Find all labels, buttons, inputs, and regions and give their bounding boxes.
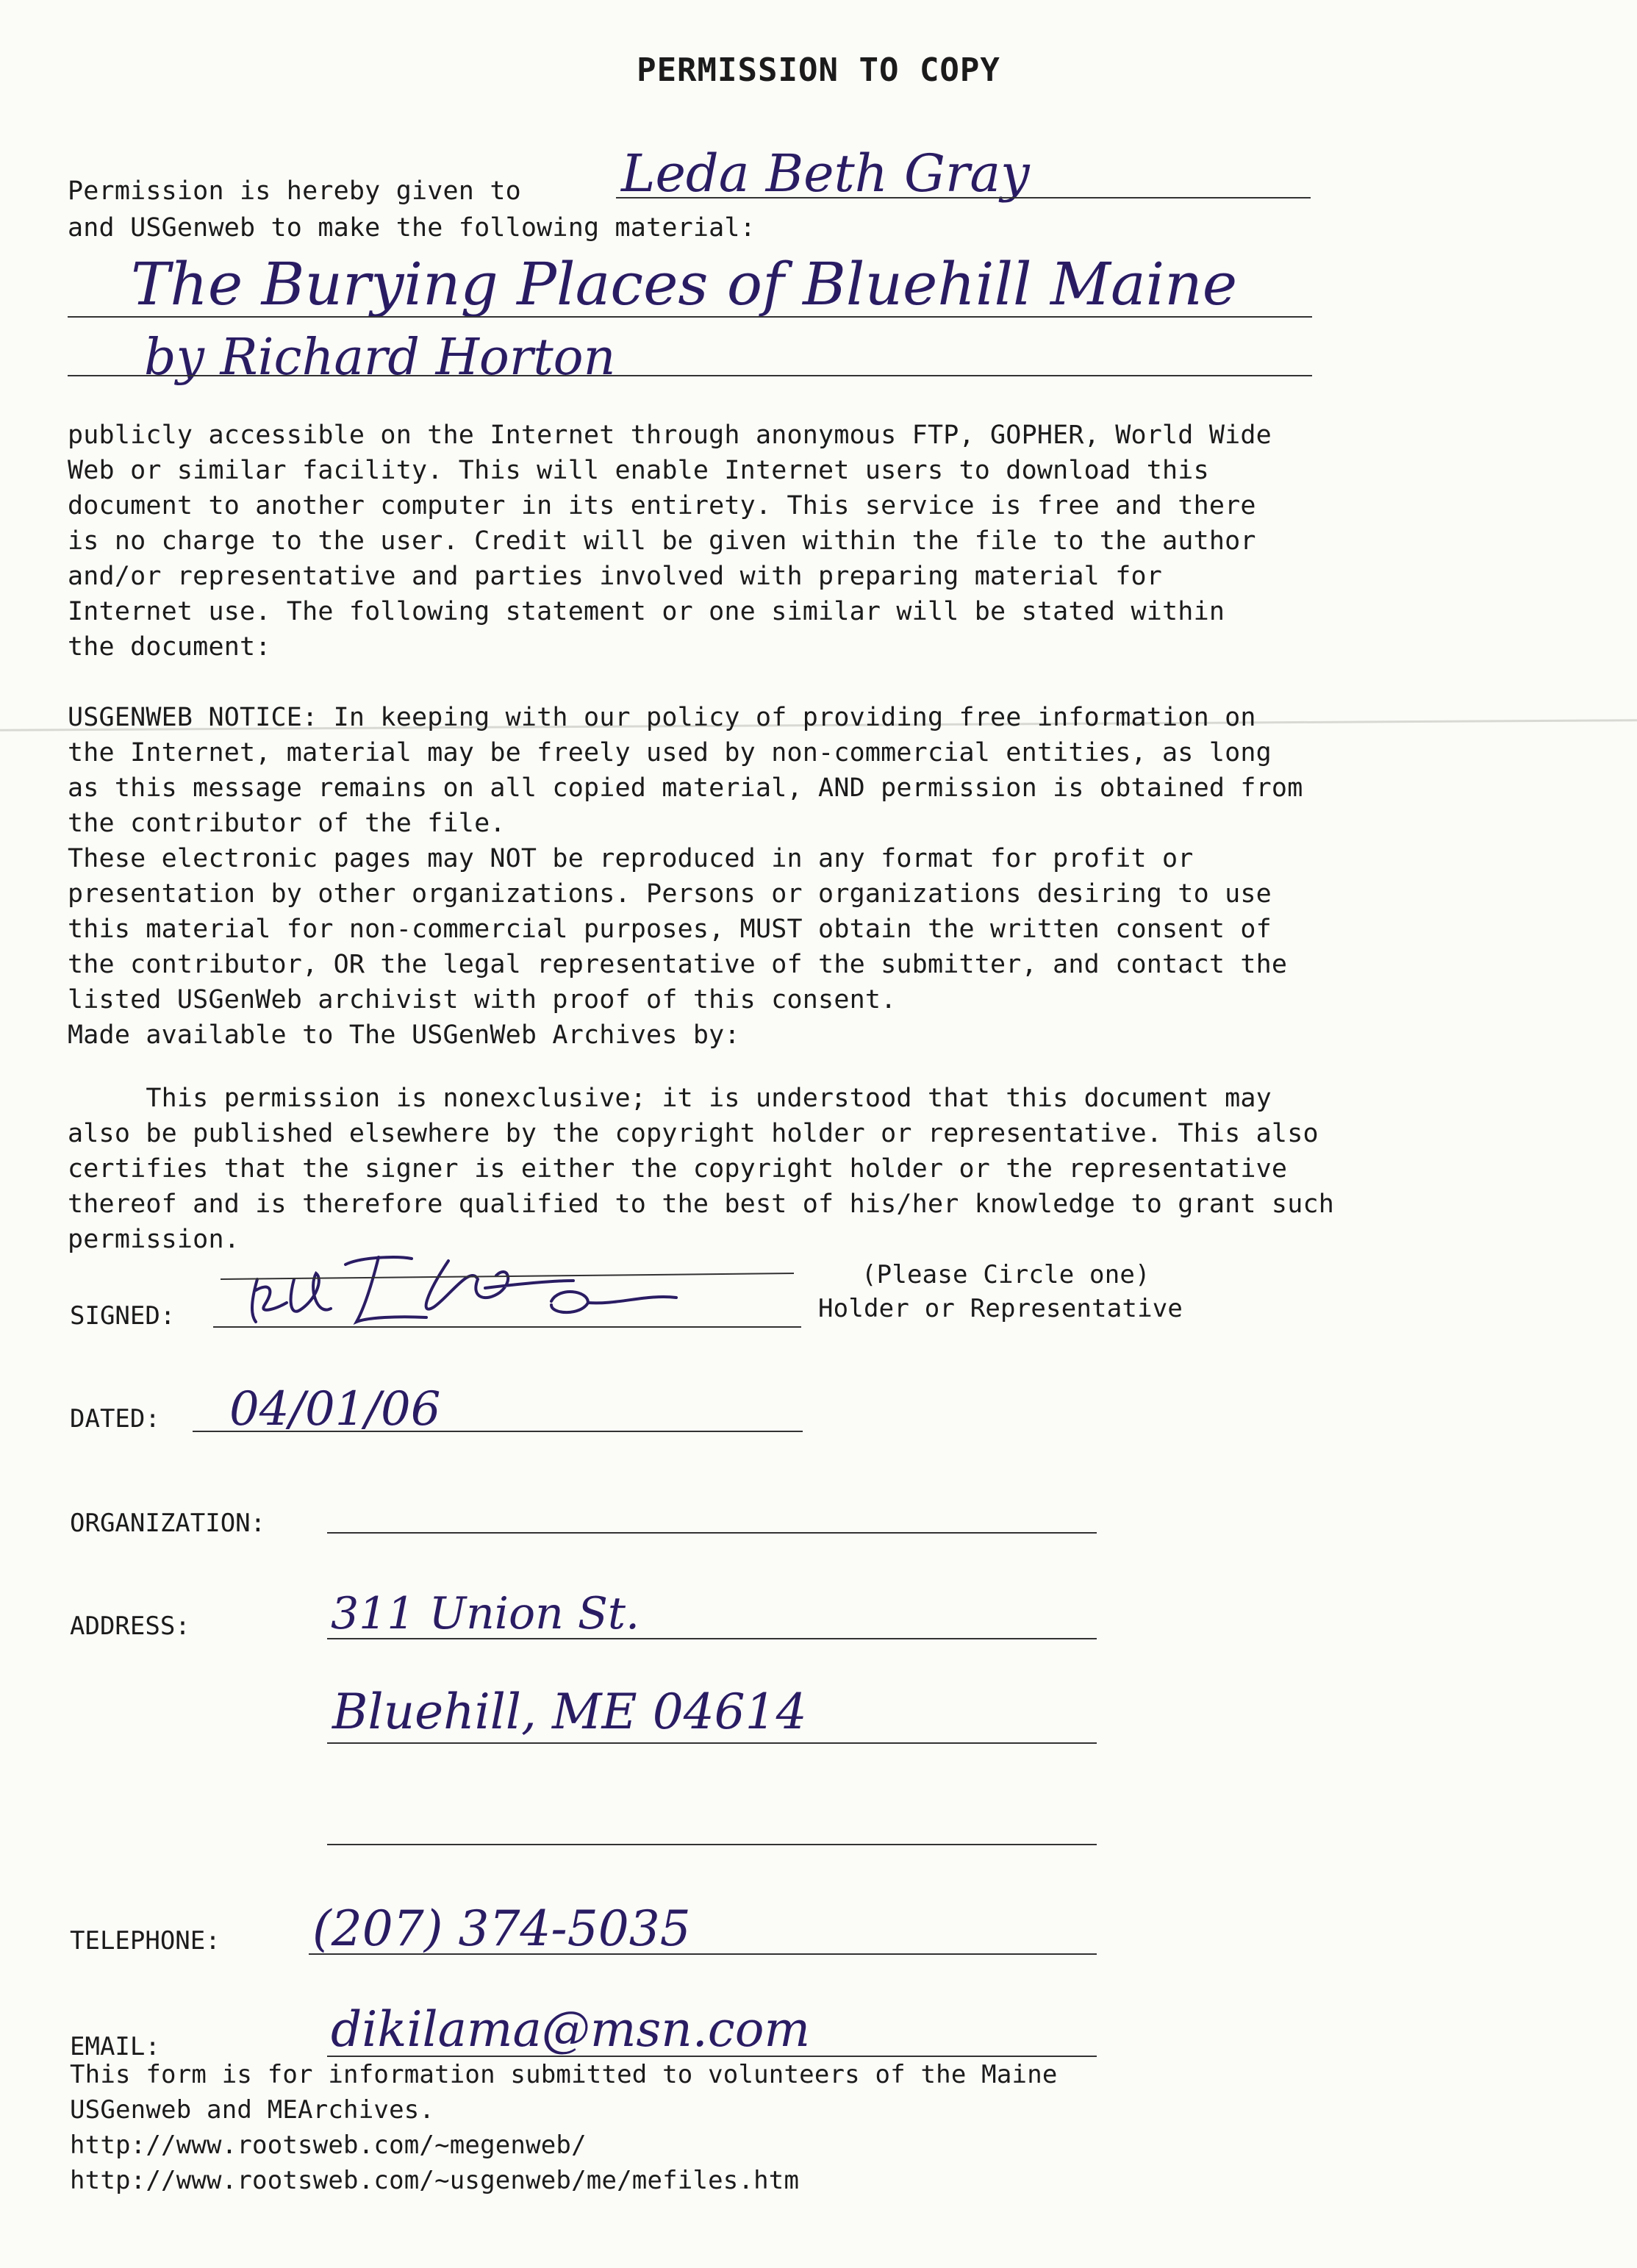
notice-line: Made available to The USGenWeb Archives by: [68,1020,740,1050]
notice-line: as this message remains on all copied material, AND permission is obtained from [68,773,1303,803]
paragraph-line: publicly accessible on the Internet through anonymous FTP, GOPHER, World Wide [68,421,1272,450]
dated-handwritten: 04/01/06 [229,1382,441,1437]
paragraph-line: thereof and is therefore qualified to the best of his/her knowledge to grant such [68,1190,1335,1219]
paragraph-line: document to another computer in its entirety. This service is free and there [68,491,1256,521]
notice-line: These electronic pages may NOT be reproduced in any format for profit or [68,844,1194,873]
footer-line: USGenweb and MEArchives. [70,2095,435,2125]
notice-line: the contributor, OR the legal representative of the submitter, and contact the [68,950,1288,979]
address-label: ADDRESS: [70,1611,190,1641]
paragraph-line: and/or representative and parties involved with preparing material for [68,562,1163,591]
footer-url[interactable]: http://www.rootsweb.com/~usgenweb/me/mefiles.htm [70,2166,800,2195]
paragraph-line: the document: [68,632,271,662]
paragraph-line: also be published elsewhere by the copyright holder or representative. This also [68,1119,1319,1148]
material-line-2 [68,375,1312,376]
email-label: EMAIL: [70,2032,160,2061]
grantee-handwritten: Leda Beth Gray [621,143,1030,204]
paragraph-line: certifies that the signer is either the copyright holder or the representative [68,1154,1288,1184]
address-line-1 [327,1638,1097,1639]
telephone-handwritten: (207) 374-5035 [312,1900,691,1957]
circle-options: Holder or Representative [818,1294,1183,1323]
signature [206,1235,809,1338]
material-author-handwritten: by Richard Horton [144,329,616,387]
material-line-1 [68,316,1312,318]
telephone-line [309,1953,1097,1955]
paragraph-line: permission. [68,1225,240,1254]
paragraph-line: is no charge to the user. Credit will be given within the file to the author [68,526,1256,556]
footer-url[interactable]: http://www.rootsweb.com/~megenweb/ [70,2131,587,2160]
organization-line [327,1532,1097,1534]
paragraph-line: This permission is nonexclusive; it is understood that this document may [68,1084,1272,1113]
address-line-3 [327,1844,1097,1845]
dated-label: DATED: [70,1404,160,1434]
notice-line: presentation by other organizations. Persons or organizations desiring to use [68,879,1272,909]
notice-line: this material for non-commercial purposes, MUST obtain the written consent of [68,915,1272,944]
notice-line: USGENWEB NOTICE: In keeping with our policy of providing free information on [68,703,1256,732]
address-line2-handwritten: Bluehill, ME 04614 [332,1684,807,1740]
dated-line [193,1431,803,1432]
signed-label: SIGNED: [70,1301,176,1331]
intro-text: Permission is hereby given to [68,176,521,206]
notice-line: the contributor of the file. [68,809,506,838]
telephone-label: TELEPHONE: [70,1926,221,1956]
address-line1-handwritten: 311 Union St. [331,1588,640,1639]
notice-line: the Internet, material may be freely used by non-commercial entities, as long [68,738,1272,768]
page-title: PERMISSION TO COPY [637,51,1000,89]
paragraph-line: Internet use. The following statement or one similar will be stated within [68,597,1225,626]
circle-note: (Please Circle one) [862,1260,1150,1289]
footer-line: This form is for information submitted to volunteers of the Maine [70,2060,1058,2089]
organization-label: ORGANIZATION: [70,1509,266,1538]
grantee-line [616,197,1311,198]
material-title-handwritten: The Burying Places of Bluehill Maine [131,250,1238,318]
intro-text-2: and USGenweb to make the following material: [68,213,756,243]
notice-line: listed USGenWeb archivist with proof of this consent. [68,985,897,1015]
paragraph-line: Web or similar facility. This will enable Internet users to download this [68,456,1209,485]
signed-line [213,1326,801,1328]
address-line-2 [327,1742,1097,1744]
email-handwritten: dikilama@msn.com [331,2001,811,2058]
